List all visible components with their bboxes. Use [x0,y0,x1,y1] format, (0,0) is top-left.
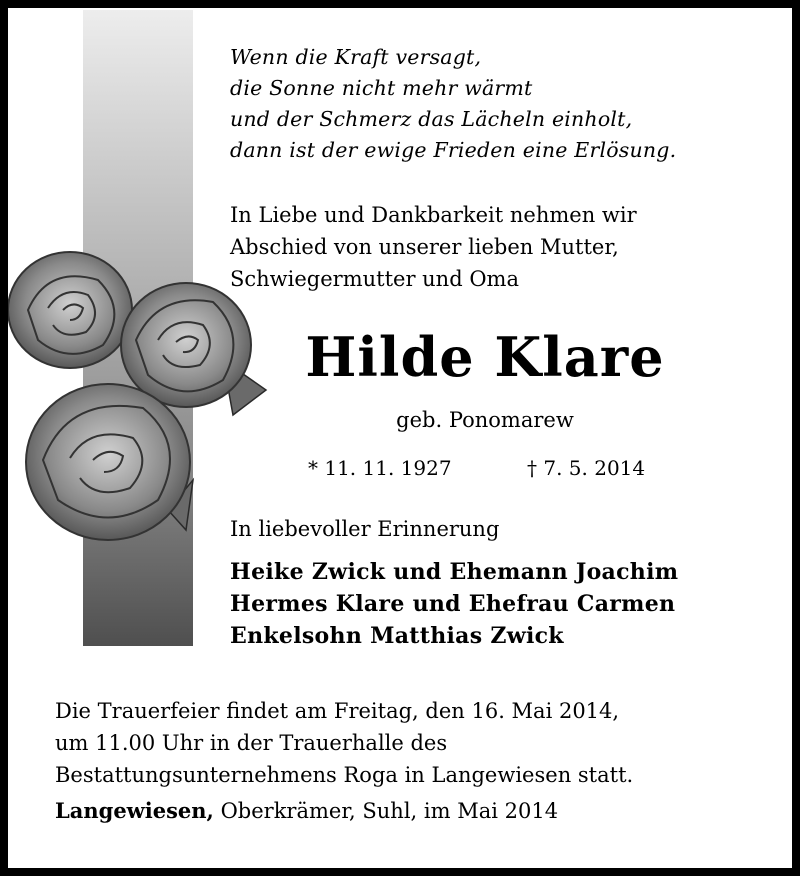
place-rest: Oberkrämer, Suhl, im Mai 2014 [220,799,559,823]
family-names [230,556,678,652]
poem-line: und der Schmerz das Lächeln einholt, [230,107,633,131]
remembrance-text: In liebevoller Erinnerung [230,517,500,541]
place-town: Langewiesen, [55,798,214,823]
life-dates [230,452,740,484]
deceased-name: Hilde Klare [305,325,665,389]
rose-top-left [8,252,132,368]
ceremony-info [55,695,633,791]
poem-line: Wenn die Kraft versagt, [230,45,482,69]
born-name: geb. Ponomarew [396,408,574,432]
poem-line: die Sonne nicht mehr wärmt [230,76,533,100]
place-date [55,795,558,827]
intro-line: Abschied von unserer lieben Mutter, [230,235,619,259]
death-date: † 7. 5. 2014 [527,456,646,480]
poem-line: dann ist der ewige Frieden eine Erlösung. [230,138,677,162]
family-line: Hermes Klare und Ehefrau Carmen [230,591,676,617]
intro-line: Schwiegermutter und Oma [230,267,519,291]
poem [230,42,770,166]
ceremony-line: um 11.00 Uhr in der Trauerhalle des [55,731,448,755]
family-line: Enkelsohn Matthias Zwick [230,623,564,649]
birth-date: * 11. 11. 1927 [308,456,452,480]
rose-bottom [26,384,190,540]
family-line: Heike Zwick und Ehemann Joachim [230,559,679,585]
roses-image [8,240,268,560]
ceremony-line: Die Trauerfeier findet am Freitag, den 16. Mai 2014, [55,699,620,723]
intro-line: In Liebe und Dankbarkeit nehmen wir [230,203,637,227]
intro-text [230,199,770,295]
ceremony-line: Bestattungsunternehmens Roga in Langewiesen statt. [55,763,634,787]
